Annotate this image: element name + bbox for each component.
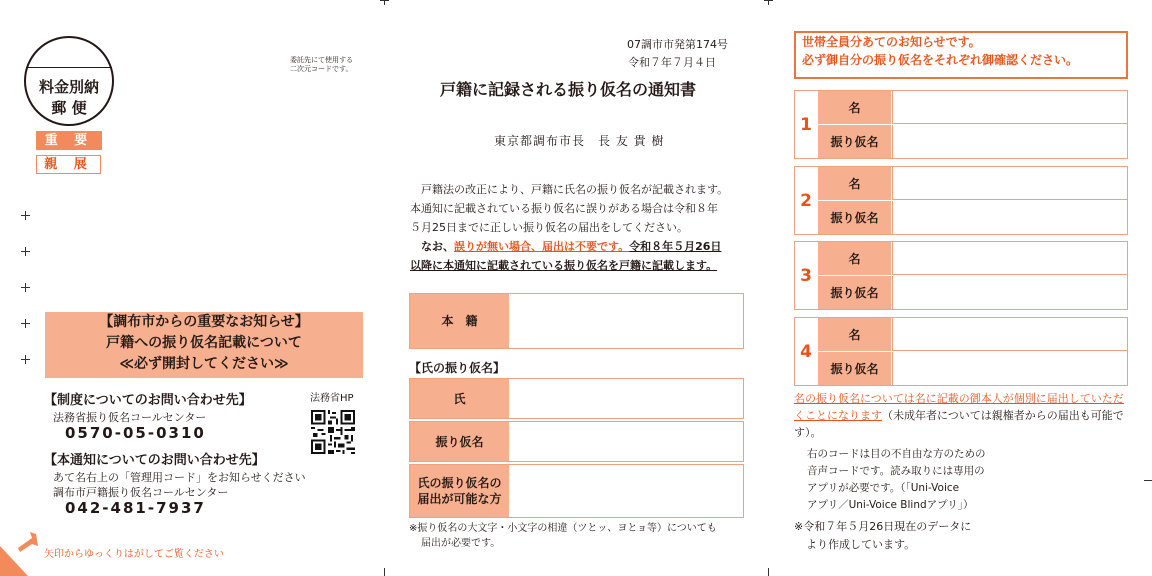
person-entry-4 xyxy=(794,317,1128,386)
voice-note-line: アプリ／Uni-Voice Blindアプリ」） xyxy=(807,499,974,511)
notice-body xyxy=(410,180,745,275)
qr-code-note xyxy=(290,56,353,74)
given-name-value xyxy=(892,318,1127,351)
furigana-footnote xyxy=(409,521,745,551)
person-entry-3 xyxy=(794,241,1128,310)
notice-inquiry-instruction: あて名右上の「管理用コード」をお知らせください xyxy=(53,471,306,484)
notice-inquiry-heading: 【本通知についてのお問い合わせ先】 xyxy=(44,453,265,468)
notice-line-3: ≪必ず開封してください≫ xyxy=(119,356,289,372)
postage-mark xyxy=(24,36,114,126)
surname-row xyxy=(409,378,744,419)
notice-line-1: 【調布市からの重要なお知らせ】 xyxy=(99,314,309,330)
person-number: 4 xyxy=(795,318,817,385)
system-inquiry-center: 法務省振り仮名コールセンター xyxy=(53,411,207,424)
minor-filing-text: （未成年者については親権者からの届出も可能です）。 xyxy=(794,409,1124,439)
crop-mark xyxy=(1144,480,1152,481)
registration-mark xyxy=(21,355,30,364)
voice-note-line: 音声コードです。読み取りには専用の xyxy=(807,465,985,477)
given-name-furigana-value xyxy=(892,201,1127,234)
notice-line-2: 戸籍への振り仮名記載について xyxy=(106,335,302,351)
surname-furigana-value xyxy=(509,422,743,461)
registration-mark xyxy=(21,319,30,328)
person-entry-1 xyxy=(794,90,1128,159)
given-name-label: 名 xyxy=(818,318,891,351)
document-number: 07調市市発第174号 xyxy=(627,38,728,51)
person-number: 1 xyxy=(795,91,817,158)
given-name-furigana-value xyxy=(892,352,1127,385)
emphasis-pre: なお、 xyxy=(421,240,454,253)
qr-code-icon xyxy=(311,410,355,454)
registration-mark xyxy=(21,211,30,220)
given-name-furigana-label: 振り仮名 xyxy=(818,352,891,385)
given-name-furigana-label: 振り仮名 xyxy=(818,125,891,158)
qr-note-line: 委託先にて使用する xyxy=(290,56,353,64)
surname-value xyxy=(509,379,743,418)
data-note-line: より作成しています。 xyxy=(806,538,916,551)
notice-inquiry-center: 調布市戸籍振り仮名コールセンター xyxy=(53,486,229,499)
registration-mark xyxy=(380,0,389,5)
moj-hp-label: 法務省HP xyxy=(310,393,354,404)
document-title: 戸籍に記録される振り仮名の通知書 xyxy=(440,80,697,99)
footnote-line: 届出が必要です。 xyxy=(421,538,501,549)
eligible-filer-label xyxy=(410,465,509,517)
crop-mark xyxy=(384,568,385,576)
honseki-row xyxy=(409,293,744,349)
person-number: 3 xyxy=(795,242,817,309)
no-filing-needed-text: 誤りが無い場合、届出は不要です。 xyxy=(454,240,630,253)
given-name-value xyxy=(892,91,1127,124)
honseki-label: 本 籍 xyxy=(410,294,509,348)
registration-mark xyxy=(21,247,30,256)
warning-line-1: 世帯全員分あてのお知らせです。 xyxy=(802,35,981,49)
body-line: 本通知に記載されている振り仮名に誤りがある場合は令和８年 xyxy=(410,202,718,215)
peel-instruction: 矢印からゆっくりはがしてご覧ください xyxy=(44,549,224,560)
body-line-emphasis-2: 以降に本通知に記載されている振り仮名を戸籍に記載します。 xyxy=(410,259,718,272)
registration-mark xyxy=(764,0,773,5)
person-number: 2 xyxy=(795,167,817,234)
surname-furigana-row xyxy=(409,421,744,462)
voice-note-line: アプリが必要です。（「Uni-Voice xyxy=(807,482,960,494)
data-date-note xyxy=(794,518,1014,554)
given-name-label: 名 xyxy=(818,167,891,200)
body-line-emphasis xyxy=(410,237,745,256)
emphasis-date: 令和８年５月26日 xyxy=(629,240,722,253)
crop-mark xyxy=(768,568,769,576)
body-line: 戸籍法の改正により、戸籍に氏名の振り仮名が記載されます。 xyxy=(421,183,729,196)
warning-line-2: 必ず御自分の振り仮名をそれぞれ御確認ください。 xyxy=(802,53,1079,67)
footnote-line: ※振り仮名の大文字・小文字の相違（ツとッ、ヨとョ等）についても xyxy=(409,523,717,534)
household-warning-box xyxy=(794,31,1128,79)
postage-text-1: 料金別納 xyxy=(38,78,99,96)
individual-filing-text: 名の振り仮名については名に記載の御本人が個別に届出していただくことになります xyxy=(794,392,1124,422)
given-name-furigana-label: 振り仮名 xyxy=(818,276,891,309)
system-inquiry-heading: 【制度についてのお問い合わせ先】 xyxy=(44,393,252,408)
data-note-line: ※令和７年５月26日現在のデータに xyxy=(794,520,972,533)
given-name-value xyxy=(892,167,1127,200)
body-line: ５月25日までに正しい振り仮名の届出をしてください。 xyxy=(410,221,688,234)
surname-furigana-heading: 【氏の振り仮名】 xyxy=(409,361,506,375)
eligible-filer-row xyxy=(409,464,744,518)
given-name-label: 名 xyxy=(818,91,891,124)
surname-label: 氏 xyxy=(410,379,509,418)
given-name-filing-note xyxy=(794,390,1129,441)
qr-note-line: 二次元コードです。 xyxy=(290,65,353,73)
honseki-value xyxy=(509,294,743,348)
surname-furigana-label: 振り仮名 xyxy=(410,422,509,461)
important-badge: 重 要 xyxy=(36,131,102,150)
peel-arrow-icon[interactable] xyxy=(0,530,40,576)
mayor-name: 東京都調布市長 長 友 貴 樹 xyxy=(494,134,665,148)
given-name-value xyxy=(892,242,1127,275)
registration-mark xyxy=(21,283,30,292)
given-name-furigana-value xyxy=(892,125,1127,158)
eligible-label-line: 届出が可能な方 xyxy=(417,492,502,506)
document-date: 令和７年７月４日 xyxy=(628,56,716,69)
given-name-label: 名 xyxy=(818,242,891,275)
eligible-label-line: 氏の振り仮名の xyxy=(417,476,502,490)
given-name-furigana-label: 振り仮名 xyxy=(818,201,891,234)
notice-inquiry-phone: 042-481-7937 xyxy=(65,499,206,517)
eligible-filer-value xyxy=(509,465,743,517)
given-name-furigana-value xyxy=(892,276,1127,309)
person-entry-2 xyxy=(794,166,1128,235)
voice-note-line: 右のコードは目の不自由な方のための xyxy=(807,448,986,460)
confidential-badge: 親 展 xyxy=(36,155,101,174)
important-notice-box xyxy=(45,312,363,378)
postage-text-2: 郵 便 xyxy=(51,99,87,117)
system-inquiry-phone: 0570-05-0310 xyxy=(65,424,206,442)
voice-code-note xyxy=(807,446,1007,514)
